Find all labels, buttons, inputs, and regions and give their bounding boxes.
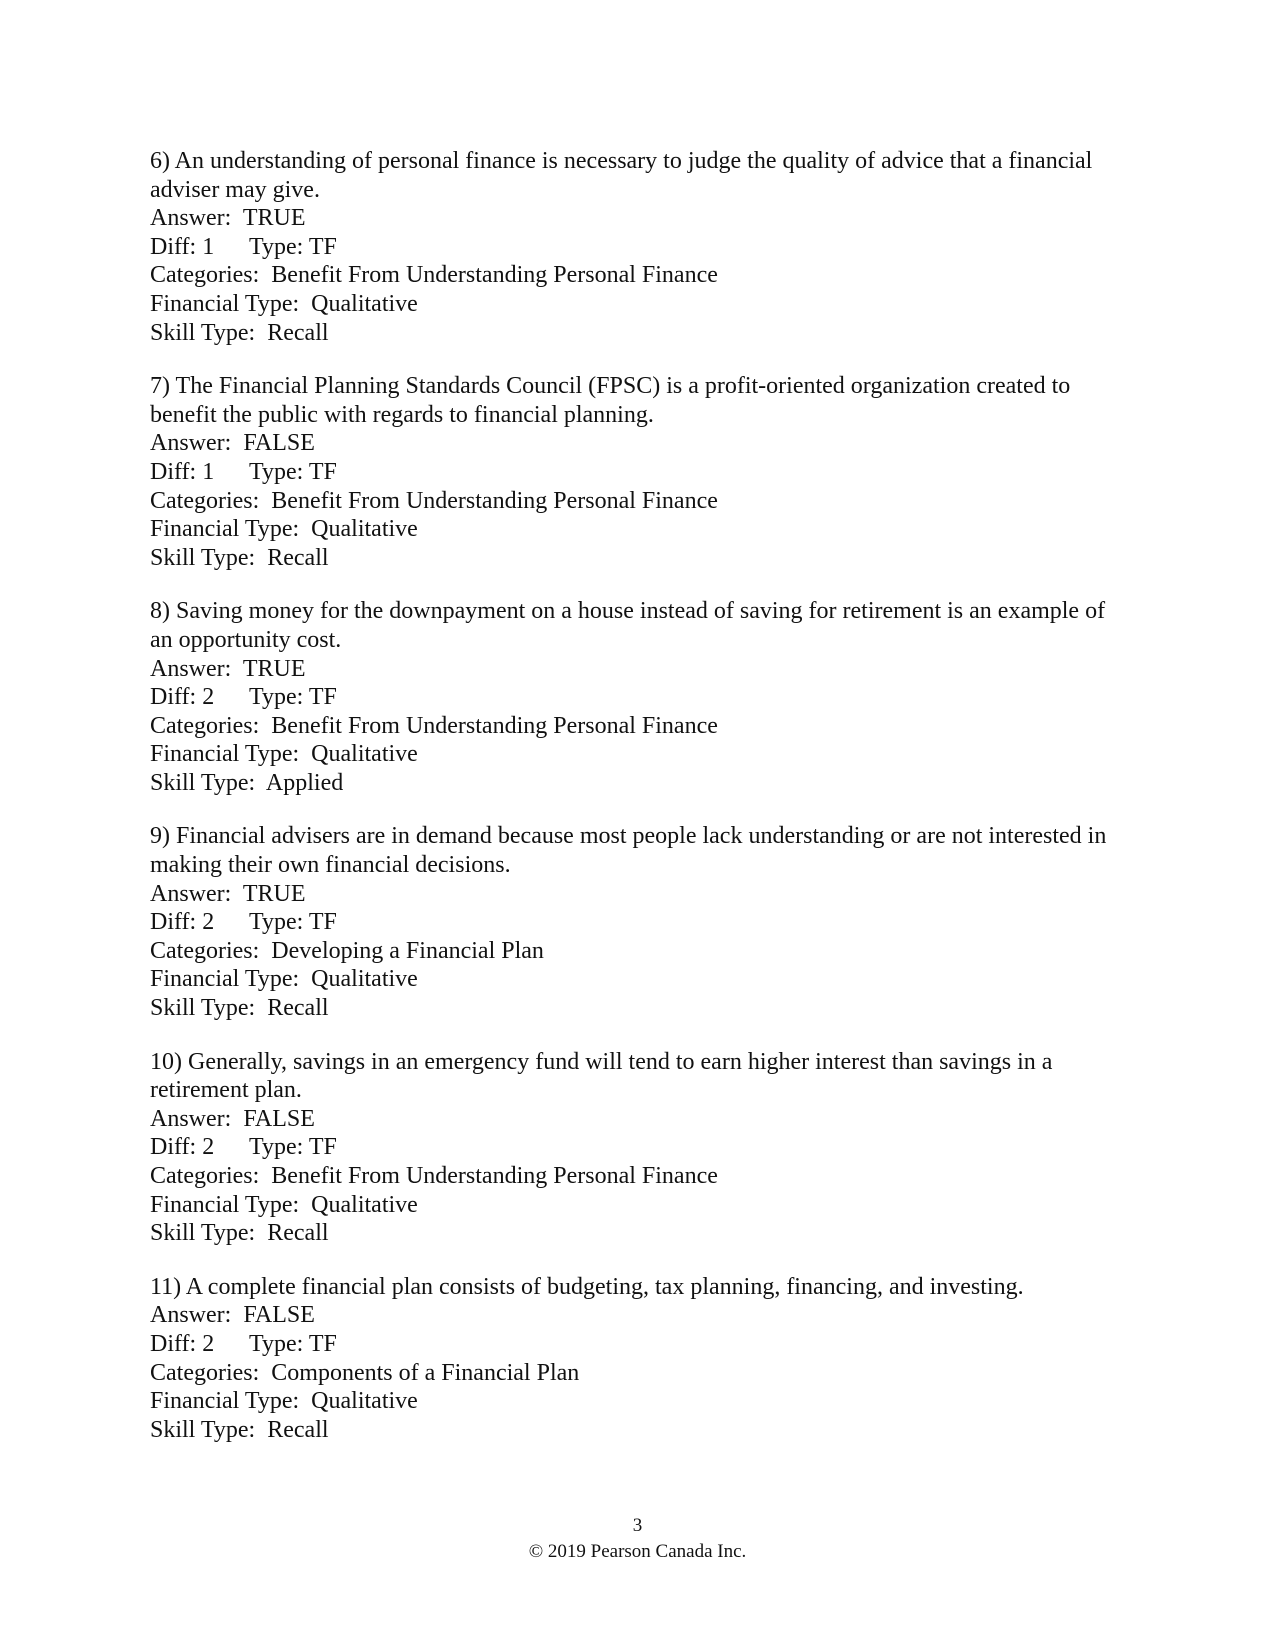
diff-type-line [150, 1330, 1130, 1359]
financial-type-line: Financial Type: Qualitative [150, 741, 418, 768]
answer-line: Answer: FALSE [150, 430, 315, 457]
page-content [150, 147, 1130, 1469]
question-type: Type: TF [249, 1330, 337, 1357]
financial-type-line: Financial Type: Qualitative [150, 516, 418, 543]
question-11 [150, 1273, 1130, 1445]
question-text: 6) An understanding of personal finance is necessary to judge the quality of advice that a financial adviser may give. [150, 148, 1099, 203]
question-type: Type: TF [249, 684, 337, 711]
page-number: 3 [632, 1515, 643, 1536]
answer-line: Answer: FALSE [150, 1302, 315, 1329]
answer-line: Answer: FALSE [150, 1105, 315, 1132]
question-text: 9) Financial advisers are in demand because most people lack understanding or are not interested in making their own financial decisions. [150, 823, 1113, 879]
question-8 [150, 597, 1130, 797]
question-text: 8) Saving money for the downpayment on a house instead of saving for retirement is an example of an opportunity cost. [150, 598, 1112, 653]
categories-line: Categories: Benefit From Understanding Personal Finance [150, 712, 718, 739]
question-text: 11) A complete financial plan consists of budgeting, tax planning, financing, and investing. [150, 1273, 1024, 1300]
difficulty: Diff: 1 [150, 233, 215, 260]
diff-type-line [150, 233, 1130, 262]
copyright-notice: © 2019 Pearson Canada Inc. [528, 1541, 747, 1562]
question-text: 10) Generally, savings in an emergency fund will tend to earn higher interest than savings in a retirement plan. [150, 1048, 1059, 1104]
categories-line: Categories: Developing a Financial Plan [150, 937, 544, 964]
skill-type-line: Skill Type: Recall [150, 1220, 329, 1247]
difficulty: Diff: 2 [150, 909, 215, 936]
financial-type-line: Financial Type: Qualitative [150, 1191, 418, 1218]
categories-line: Categories: Benefit From Understanding Personal Finance [150, 262, 718, 289]
question-6 [150, 147, 1130, 347]
skill-type-line: Skill Type: Recall [150, 319, 329, 346]
answer-line: Answer: TRUE [150, 880, 306, 907]
skill-type-line: Skill Type: Recall [150, 995, 329, 1022]
difficulty: Diff: 1 [150, 458, 215, 485]
answer-line: Answer: TRUE [150, 655, 306, 682]
financial-type-line: Financial Type: Qualitative [150, 1388, 418, 1415]
financial-type-line: Financial Type: Qualitative [150, 290, 418, 317]
diff-type-line [150, 683, 1130, 712]
skill-type-line: Skill Type: Recall [150, 1416, 329, 1443]
question-7 [150, 372, 1130, 572]
answer-line: Answer: TRUE [150, 205, 306, 232]
question-10 [150, 1048, 1130, 1248]
diff-type-line [150, 1133, 1130, 1162]
categories-line: Categories: Benefit From Understanding Personal Finance [150, 487, 718, 514]
difficulty: Diff: 2 [150, 684, 215, 711]
question-text: 7) The Financial Planning Standards Council (FPSC) is a profit-oriented organization created to benefit the public with regards to financial planning. [150, 373, 1077, 428]
diff-type-line [150, 908, 1130, 937]
question-type: Type: TF [249, 458, 337, 485]
difficulty: Diff: 2 [150, 1330, 215, 1357]
skill-type-line: Skill Type: Recall [150, 544, 329, 571]
categories-line: Categories: Benefit From Understanding Personal Finance [150, 1163, 718, 1189]
difficulty: Diff: 2 [150, 1134, 215, 1161]
categories-line: Categories: Components of a Financial Plan [150, 1359, 580, 1386]
question-type: Type: TF [249, 909, 337, 936]
skill-type-line: Skill Type: Applied [150, 769, 344, 796]
diff-type-line [150, 458, 1130, 487]
question-9 [150, 822, 1130, 1022]
question-type: Type: TF [249, 1134, 337, 1161]
question-type: Type: TF [249, 233, 337, 260]
financial-type-line: Financial Type: Qualitative [150, 966, 418, 993]
